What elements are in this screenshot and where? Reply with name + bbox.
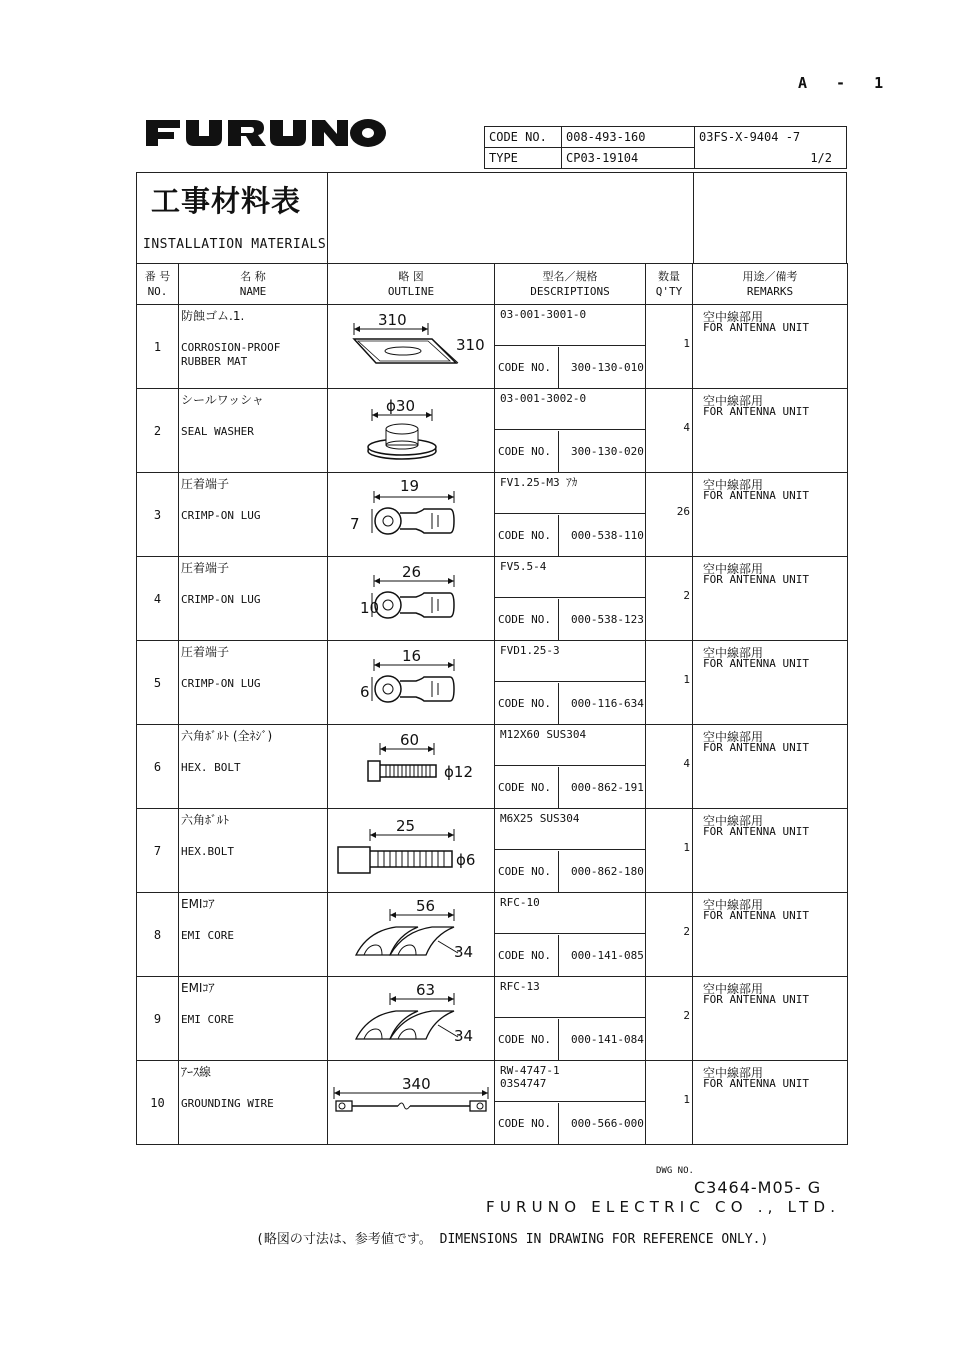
item-code-number: 300-130-010 [571, 361, 644, 374]
dim-label: 26 [402, 563, 422, 581]
item-name-japanese: 圧着端子 [181, 645, 230, 659]
item-outline [328, 725, 495, 809]
code-box [484, 126, 847, 169]
title-box [136, 172, 847, 264]
item-description-cell [495, 557, 646, 641]
dim-label: 56 [416, 897, 436, 915]
dim-label: 25 [396, 817, 416, 835]
item-quantity: 2 [683, 1009, 690, 1022]
dim-label: 19 [400, 477, 420, 495]
item-code-label: CODE NO. [498, 781, 551, 794]
item-number: 2 [137, 389, 179, 473]
item-number: 10 [137, 1061, 179, 1145]
item-quantity: 1 [683, 1093, 690, 1106]
type-label: TYPE [485, 148, 562, 169]
item-quantity: 26 [676, 505, 690, 518]
item-model: FV5.5-4 [500, 560, 547, 573]
item-name-cell [179, 389, 328, 473]
item-description [495, 473, 645, 514]
col-no: 番 号 NO. [137, 264, 179, 305]
title-blank-cell [327, 173, 694, 263]
item-model: 03-001-3002-0 [500, 392, 587, 405]
item-code-box [495, 935, 645, 976]
item-name-english: CRIMP-ON LUG [181, 509, 261, 522]
item-code-label: CODE NO. [498, 613, 551, 626]
item-number: 7 [137, 809, 179, 893]
item-qty-cell [646, 977, 693, 1061]
item-description [495, 893, 645, 934]
item-code-number: 000-116-634 [571, 697, 644, 710]
table-row [137, 641, 848, 725]
item-qty-cell [646, 557, 693, 641]
item-quantity: 4 [683, 757, 690, 770]
item-model: 03-001-3001-0 [500, 308, 587, 321]
item-description-cell [495, 641, 646, 725]
item-name-english: CRIMP-ON LUG [181, 677, 261, 690]
dim-label: 7 [350, 515, 360, 533]
item-code-number: 000-538-123 [571, 613, 644, 626]
grounding-wire-icon [328, 1061, 495, 1144]
dim-label: 34 [454, 1027, 474, 1045]
item-remarks-cell [693, 725, 848, 809]
crimp-lug-icon [328, 641, 495, 724]
item-code-label: CODE NO. [498, 949, 551, 962]
dim-label: 60 [400, 731, 420, 749]
item-description-cell [495, 305, 646, 389]
item-name-japanese: EMIｺｱ [181, 897, 215, 911]
item-remark-english: FOR ANTENNA UNIT [703, 657, 809, 670]
item-outline [328, 557, 495, 641]
item-qty-cell [646, 893, 693, 977]
item-name-cell [179, 305, 328, 389]
item-name-cell [179, 557, 328, 641]
item-remark-english: FOR ANTENNA UNIT [703, 405, 809, 418]
item-outline [328, 809, 495, 893]
table-row [137, 305, 848, 389]
item-code-number: 000-566-000 [571, 1117, 644, 1130]
table-row [137, 473, 848, 557]
item-description-cell [495, 1061, 646, 1145]
item-outline [328, 641, 495, 725]
item-name-cell [179, 725, 328, 809]
dwg-number: C3464-M05- G [694, 1178, 822, 1197]
item-name-cell [179, 977, 328, 1061]
table-row [137, 893, 848, 977]
item-code-label: CODE NO. [498, 1117, 551, 1130]
item-remark-japanese: 空中線部用 [703, 562, 764, 576]
dim-label: ϕ30 [386, 397, 415, 415]
item-description-cell [495, 389, 646, 473]
item-name-japanese: 六角ﾎﾞﾙﾄ (全ﾈｼﾞ) [181, 729, 273, 743]
item-name-cell [179, 1061, 328, 1145]
item-name-cell [179, 809, 328, 893]
item-model: M6X25 SUS304 [500, 812, 580, 825]
item-quantity: 1 [683, 337, 690, 350]
col-descriptions: 型名／規格 DESCRIPTIONS [495, 264, 646, 305]
item-code-box [495, 515, 645, 556]
item-outline [328, 389, 495, 473]
page-label: A - 1 [798, 74, 894, 92]
doc-ref: 03FS-X-9404 -7 [699, 130, 801, 144]
item-remarks-cell [693, 893, 848, 977]
item-remarks-cell [693, 557, 848, 641]
item-description [495, 977, 645, 1018]
item-description [495, 809, 645, 850]
item-outline [328, 1061, 495, 1145]
item-remark-japanese: 空中線部用 [703, 394, 764, 408]
item-outline [328, 473, 495, 557]
item-qty-cell [646, 305, 693, 389]
item-qty-cell [646, 809, 693, 893]
item-outline [328, 893, 495, 977]
title-english: INSTALLATION MATERIALS [143, 237, 327, 252]
item-name-english: HEX.BOLT [181, 845, 234, 858]
item-name-japanese: ｱｰｽ線 [181, 1065, 212, 1079]
item-remark-japanese: 空中線部用 [703, 478, 764, 492]
dim-label: ϕ12 [444, 763, 473, 781]
dim-label: 16 [402, 647, 422, 665]
table-row [137, 389, 848, 473]
item-number: 8 [137, 893, 179, 977]
code-label: CODE NO. [485, 127, 562, 148]
item-remarks-cell [693, 473, 848, 557]
item-code-box [495, 347, 645, 388]
table-row [137, 809, 848, 893]
dim-label: 310 [456, 336, 485, 354]
item-remark-japanese: 空中線部用 [703, 646, 764, 660]
item-name-japanese: 六角ﾎﾞﾙﾄ [181, 813, 230, 827]
item-number: 9 [137, 977, 179, 1061]
dim-label: 310 [378, 311, 407, 329]
item-remark-japanese: 空中線部用 [703, 310, 764, 324]
item-code-number: 000-141-084 [571, 1033, 644, 1046]
item-code-label: CODE NO. [498, 865, 551, 878]
crimp-lug-icon [328, 557, 495, 640]
item-remark-english: FOR ANTENNA UNIT [703, 741, 809, 754]
item-remark-japanese: 空中線部用 [703, 898, 764, 912]
item-quantity: 4 [683, 421, 690, 434]
item-quantity: 1 [683, 841, 690, 854]
doc-ref-cell [695, 127, 847, 169]
item-model: RFC-13 [500, 980, 540, 993]
item-description-cell [495, 893, 646, 977]
item-code-label: CODE NO. [498, 445, 551, 458]
item-quantity: 2 [683, 589, 690, 602]
item-remarks-cell [693, 1061, 848, 1145]
item-name-english: SEAL WASHER [181, 425, 254, 438]
item-model: RFC-10 [500, 896, 540, 909]
col-name: 名 称 NAME [179, 264, 328, 305]
item-qty-cell [646, 389, 693, 473]
item-remark-japanese: 空中線部用 [703, 814, 764, 828]
seal-washer-icon [328, 389, 495, 472]
item-name-japanese: 圧着端子 [181, 477, 230, 491]
hex-bolt-icon [328, 725, 495, 808]
code-value: 008-493-160 [562, 127, 695, 148]
item-name-japanese: シールワッシャ [181, 393, 264, 407]
rubber-mat-icon [328, 305, 495, 388]
table-row [137, 557, 848, 641]
item-remark-english: FOR ANTENNA UNIT [703, 993, 809, 1006]
item-outline [328, 305, 495, 389]
item-model: FVD1.25-3 [500, 644, 560, 657]
item-quantity: 1 [683, 673, 690, 686]
item-code-box [495, 851, 645, 892]
item-name-english: EMI CORE [181, 929, 234, 942]
item-description [495, 305, 645, 346]
item-name-cell [179, 893, 328, 977]
table-header-row [137, 264, 848, 305]
item-code-label: CODE NO. [498, 697, 551, 710]
item-description-cell [495, 809, 646, 893]
item-name-japanese: 防蝕ゴム.1. [181, 309, 245, 323]
item-number: 1 [137, 305, 179, 389]
item-name-english: EMI CORE [181, 1013, 234, 1026]
sheet-number: 1/2 [810, 151, 832, 165]
item-qty-cell [646, 473, 693, 557]
item-quantity: 2 [683, 925, 690, 938]
item-description [495, 641, 645, 682]
dimensions-note: (略図の寸法は、参考値です。 DIMENSIONS IN DRAWING FOR REFERENCE ONLY.) [256, 1232, 769, 1247]
item-description [495, 557, 645, 598]
item-model-secondary: 03S4747 [500, 1077, 547, 1090]
item-code-label: CODE NO. [498, 361, 551, 374]
dim-label: 34 [454, 943, 474, 961]
item-number: 3 [137, 473, 179, 557]
table-row [137, 1061, 848, 1145]
item-name-english: CORROSION-PROOF RUBBER MAT [181, 341, 281, 368]
type-value: CP03-19104 [562, 148, 695, 169]
table-row [137, 977, 848, 1061]
item-code-box [495, 767, 645, 808]
item-description-cell [495, 977, 646, 1061]
item-name-english: GROUNDING WIRE [181, 1097, 274, 1110]
item-remark-english: FOR ANTENNA UNIT [703, 909, 809, 922]
item-name-japanese: EMIｺｱ [181, 981, 215, 995]
item-code-number: 000-141-085 [571, 949, 644, 962]
item-code-number: 000-862-180 [571, 865, 644, 878]
item-outline [328, 977, 495, 1061]
item-number: 6 [137, 725, 179, 809]
item-remark-english: FOR ANTENNA UNIT [703, 489, 809, 502]
dim-label: 63 [416, 981, 436, 999]
emi-core-icon [328, 893, 495, 976]
item-model: M12X60 SUS304 [500, 728, 587, 741]
col-qty: 数量 Q'TY [646, 264, 693, 305]
item-remark-japanese: 空中線部用 [703, 730, 764, 744]
dim-label: 6 [360, 683, 370, 701]
item-description [495, 389, 645, 430]
item-code-box [495, 683, 645, 724]
item-remarks-cell [693, 389, 848, 473]
item-qty-cell [646, 1061, 693, 1145]
item-code-number: 000-538-110 [571, 529, 644, 542]
item-code-label: CODE NO. [498, 1033, 551, 1046]
item-remark-english: FOR ANTENNA UNIT [703, 321, 809, 334]
dim-label: ϕ6 [456, 851, 476, 869]
item-name-cell [179, 473, 328, 557]
item-model: RW-4747-1 [500, 1064, 560, 1077]
item-description [495, 725, 645, 766]
item-code-box [495, 431, 645, 472]
item-qty-cell [646, 725, 693, 809]
item-description-cell [495, 725, 646, 809]
item-description-cell [495, 473, 646, 557]
crimp-lug-icon [328, 473, 495, 556]
item-remark-japanese: 空中線部用 [703, 982, 764, 996]
item-number: 5 [137, 641, 179, 725]
item-name-japanese: 圧着端子 [181, 561, 230, 575]
item-remark-english: FOR ANTENNA UNIT [703, 825, 809, 838]
title-japanese: 工事材料表 [151, 184, 302, 218]
hex-bolt-icon [328, 809, 495, 892]
item-remark-japanese: 空中線部用 [703, 1066, 764, 1080]
item-remarks-cell [693, 809, 848, 893]
dim-label: 340 [402, 1075, 431, 1093]
dwg-no-label: DWG NO. [656, 1166, 694, 1176]
item-code-label: CODE NO. [498, 529, 551, 542]
item-remarks-cell [693, 305, 848, 389]
furuno-logo [146, 118, 386, 148]
emi-core-icon [328, 977, 495, 1060]
item-code-box [495, 599, 645, 640]
item-qty-cell [646, 641, 693, 725]
item-number: 4 [137, 557, 179, 641]
item-name-english: CRIMP-ON LUG [181, 593, 261, 606]
item-code-box [495, 1103, 645, 1144]
col-remarks: 用途／備考 REMARKS [693, 264, 848, 305]
item-code-number: 300-130-020 [571, 445, 644, 458]
dim-label: 10 [360, 599, 380, 617]
company-name: FURUNO ELECTRIC CO ., LTD. [486, 1198, 841, 1216]
item-remark-english: FOR ANTENNA UNIT [703, 573, 809, 586]
item-model: FV1.25-M3 ｱｶ [500, 476, 578, 489]
item-remarks-cell [693, 641, 848, 725]
item-name-english: HEX. BOLT [181, 761, 241, 774]
title-cell [137, 173, 328, 263]
col-outline: 略 図 OUTLINE [328, 264, 495, 305]
item-name-cell [179, 641, 328, 725]
item-remarks-cell [693, 977, 848, 1061]
item-remark-english: FOR ANTENNA UNIT [703, 1077, 809, 1090]
item-code-box [495, 1019, 645, 1060]
materials-table [136, 263, 848, 1145]
item-code-number: 000-862-191 [571, 781, 644, 794]
table-row [137, 725, 848, 809]
item-description [495, 1061, 645, 1102]
